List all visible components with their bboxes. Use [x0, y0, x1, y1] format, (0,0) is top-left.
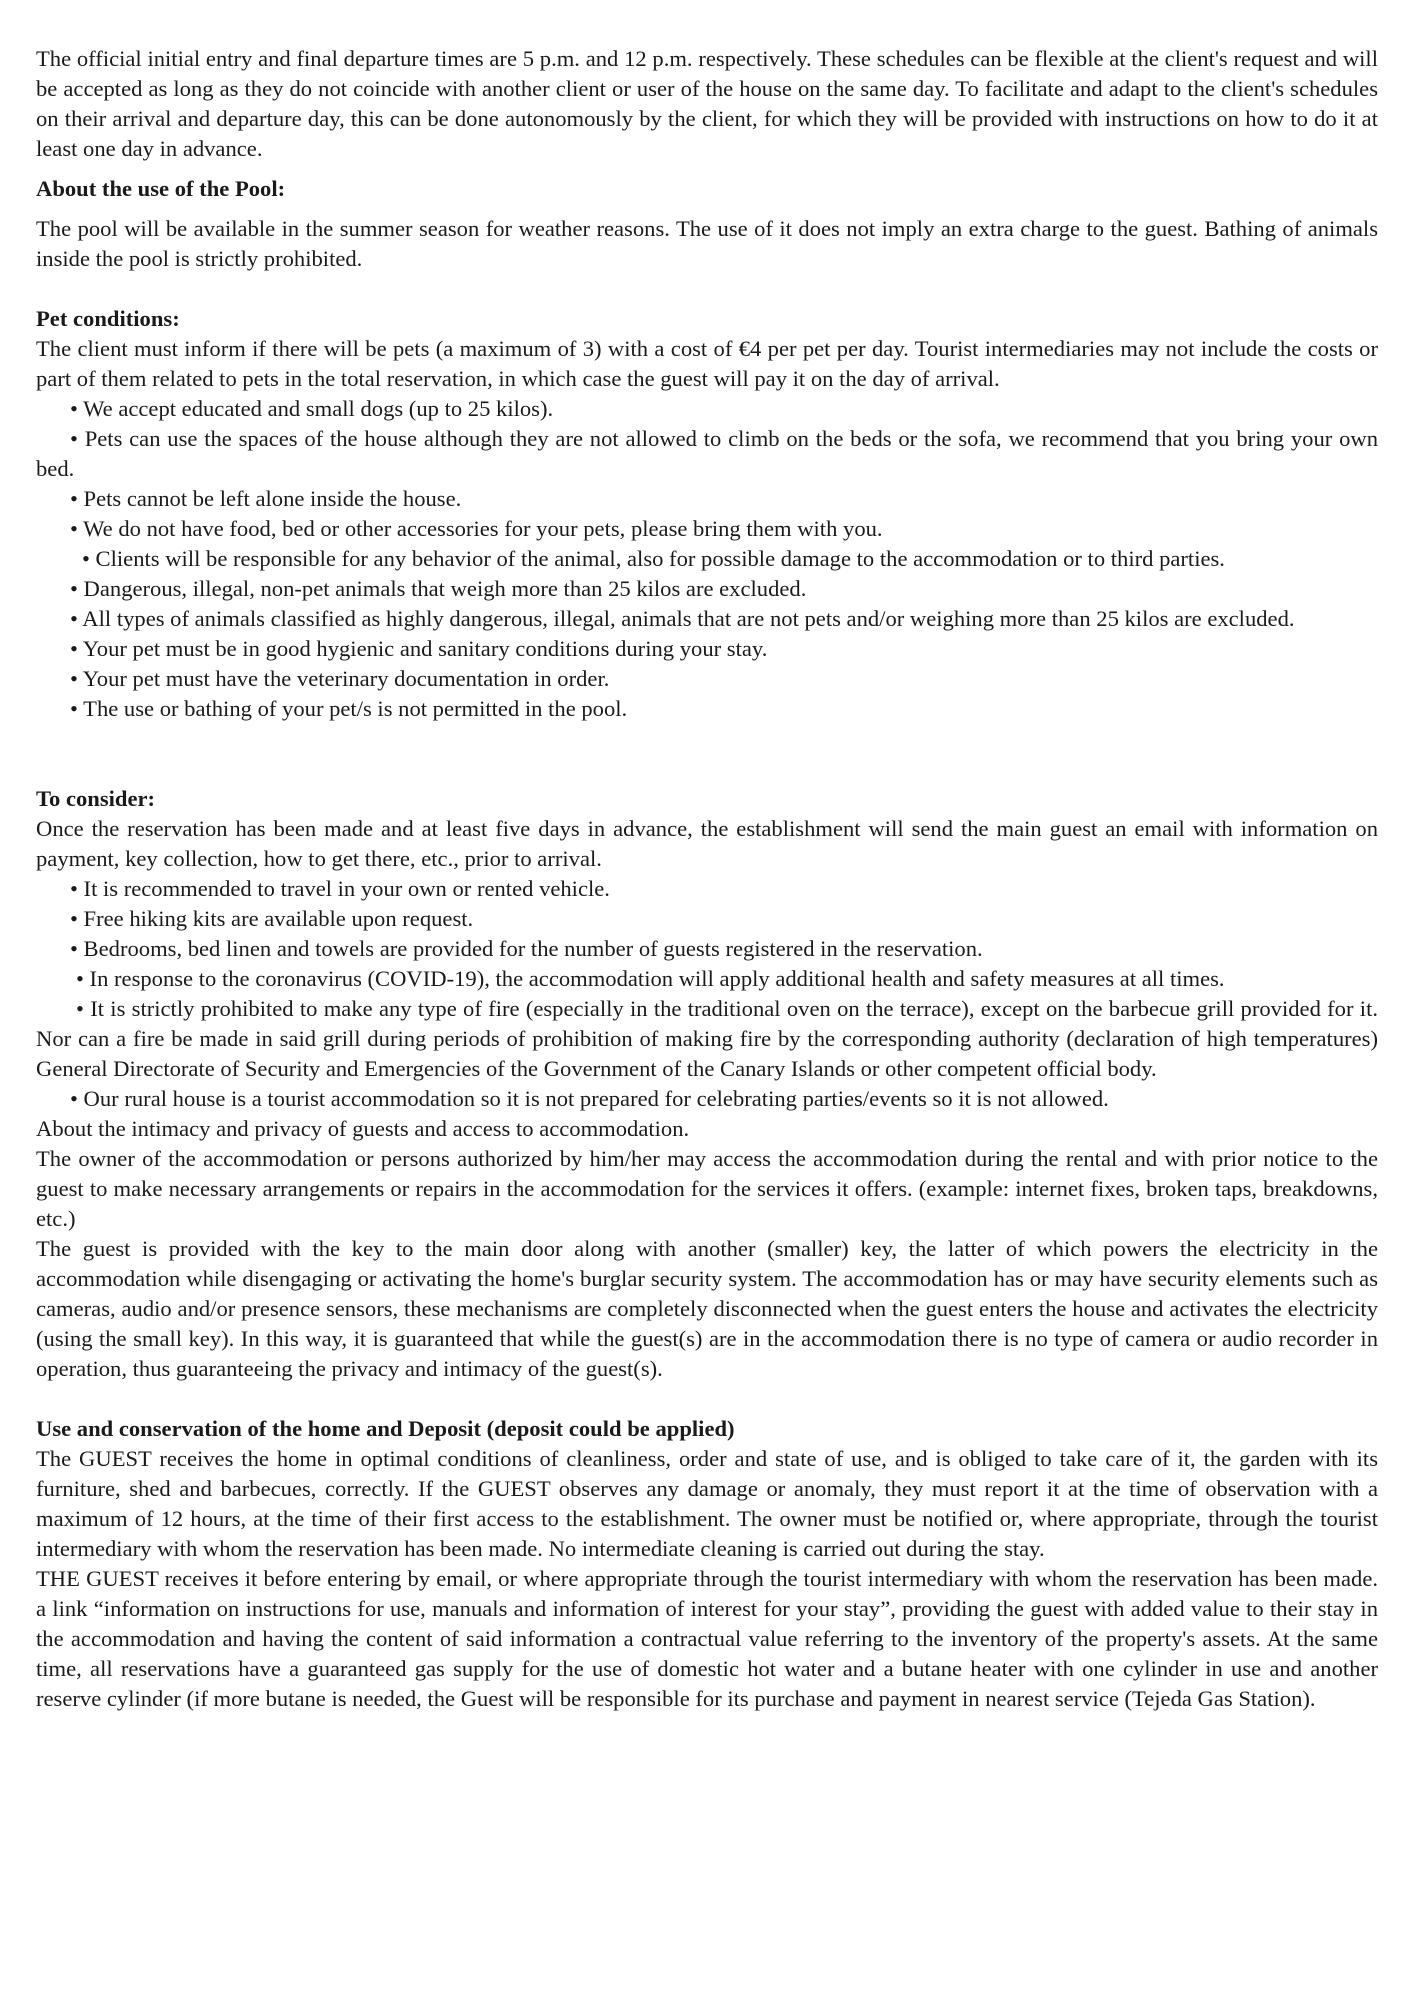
- pets-item-6: • Dangerous, illegal, non-pet animals that weigh more than 25 kilos are excluded.: [70, 576, 807, 601]
- privacy-paragraph-2: The guest is provided with the key to the main door along with another (smaller) key, the latter of which powers the electricity in the accommodation while disengaging or activating the home's burglar security system. The accommodation has or may have security elements such as cameras, audio and/or presence sensors, these mechanisms are completely disconnected when the guest enters the house and activates the electricity (using the small key). In this way, it is guaranteed that while the guest(s) are in the accommodation there is no type of camera or audio recorder in operation, thus guaranteeing the privacy and intimacy of the guest(s).: [36, 1236, 1378, 1381]
- consider-paragraph: Once the reservation has been made and at least five days in advance, the establishment will send the main guest an email with information on payment, key collection, how to get there, etc., prior to arrival.: [36, 816, 1378, 871]
- pets-paragraph: The client must inform if there will be pets (a maximum of 3) with a cost of €4 per pet per day. Tourist intermediaries may not include the costs or part of them related to pets in the total reservation, in which case the guest will pay it on the day of arrival.: [36, 336, 1378, 391]
- pets-item-5: • Clients will be responsible for any behavior of the animal, also for possible damage to the accommodation or to third parties.: [82, 546, 1225, 571]
- consider-item-3: • Bedrooms, bed linen and towels are provided for the number of guests registered in the reservation.: [70, 936, 983, 961]
- privacy-paragraph-1: The owner of the accommodation or persons authorized by him/her may access the accommodation during the rental and with prior notice to the guest to make necessary arrangements or repairs in the accommodation for the services it offers. (example: internet fixes, broken taps, breakdowns, etc.): [36, 1146, 1378, 1231]
- intro-paragraph: The official initial entry and final departure times are 5 p.m. and 12 p.m. respectively. These schedules can be flexible at the client's request and will be accepted as long as they do not coincide with another client or user of the house on the same day. To facilitate and adapt to the client's schedules on their arrival and departure day, this can be done autonomously by the client, for which they will be provided with instructions on how to do it at least one day in advance.: [36, 46, 1378, 161]
- pets-item-3: • Pets cannot be left alone inside the house.: [70, 486, 462, 511]
- pets-item-10: • The use or bathing of your pet/s is not permitted in the pool.: [70, 696, 628, 721]
- pool-heading: About the use of the Pool:: [36, 176, 286, 201]
- privacy-title: About the intimacy and privacy of guests and access to accommodation.: [36, 1116, 690, 1141]
- pets-item-9: • Your pet must have the veterinary documentation in order.: [70, 666, 610, 691]
- consider-heading: To consider:: [36, 786, 156, 811]
- pets-item-2: • Pets can use the spaces of the house although they are not allowed to climb on the beds or the sofa, we recommend that you bring your own bed.: [36, 426, 1378, 481]
- pets-item-7: • All types of animals classified as highly dangerous, illegal, animals that are not pets and/or weighing more than 25 kilos are excluded.: [70, 606, 1295, 631]
- deposit-paragraph-2: THE GUEST receives it before entering by email, or where appropriate through the tourist intermediary with whom the reservation has been made. a link “information on instructions for use, manuals and information of interest for your stay”, providing the guest with added value to their stay in the accommodation and having the content of said information a contractual value referring to the inventory of the property's assets. At the same time, all reservations have a guaranteed gas supply for the use of domestic hot water and a butane heater with one cylinder in use and another reserve cylinder (if more butane is needed, the Guest will be responsible for its purchase and payment in nearest service (Tejeda Gas Station).: [36, 1566, 1378, 1711]
- consider-item-4: • In response to the coronavirus (COVID-19), the accommodation will apply additional health and safety measures at all times.: [76, 966, 1225, 991]
- document-page: [36, 44, 1378, 1714]
- pets-heading: Pet conditions:: [36, 306, 180, 331]
- pool-paragraph: The pool will be available in the summer season for weather reasons. The use of it does not imply an extra charge to the guest. Bathing of animals inside the pool is strictly prohibited.: [36, 216, 1378, 271]
- deposit-heading: Use and conservation of the home and Deposit (deposit could be applied): [36, 1416, 735, 1441]
- consider-item-6: • Our rural house is a tourist accommodation so it is not prepared for celebrating parties/events so it is not allowed.: [70, 1086, 1109, 1111]
- deposit-paragraph-1: The GUEST receives the home in optimal conditions of cleanliness, order and state of use, and is obliged to take care of it, the garden with its furniture, shed and barbecues, correctly. If the GUEST observes any damage or anomaly, they must report it at the time of observation with a maximum of 12 hours, at the time of their first access to the establishment. The owner must be notified or, where appropriate, through the tourist intermediary with whom the reservation has been made. No intermediate cleaning is carried out during the stay.: [36, 1446, 1378, 1561]
- consider-item-5: • It is strictly prohibited to make any type of fire (especially in the traditional oven on the terrace), except on the barbecue grill provided for it. Nor can a fire be made in said grill during periods of prohibition of making fire by the corresponding authority (declaration of high temperatures) General Directorate of Security and Emergencies of the Government of the Canary Islands or other competent official body.: [36, 996, 1378, 1081]
- consider-item-2: • Free hiking kits are available upon request.: [70, 906, 474, 931]
- pets-item-8: • Your pet must be in good hygienic and sanitary conditions during your stay.: [70, 636, 768, 661]
- pets-item-1: • We accept educated and small dogs (up to 25 kilos).: [70, 396, 554, 421]
- consider-item-1: • It is recommended to travel in your own or rented vehicle.: [70, 876, 610, 901]
- pets-item-4: • We do not have food, bed or other accessories for your pets, please bring them with you.: [70, 516, 883, 541]
